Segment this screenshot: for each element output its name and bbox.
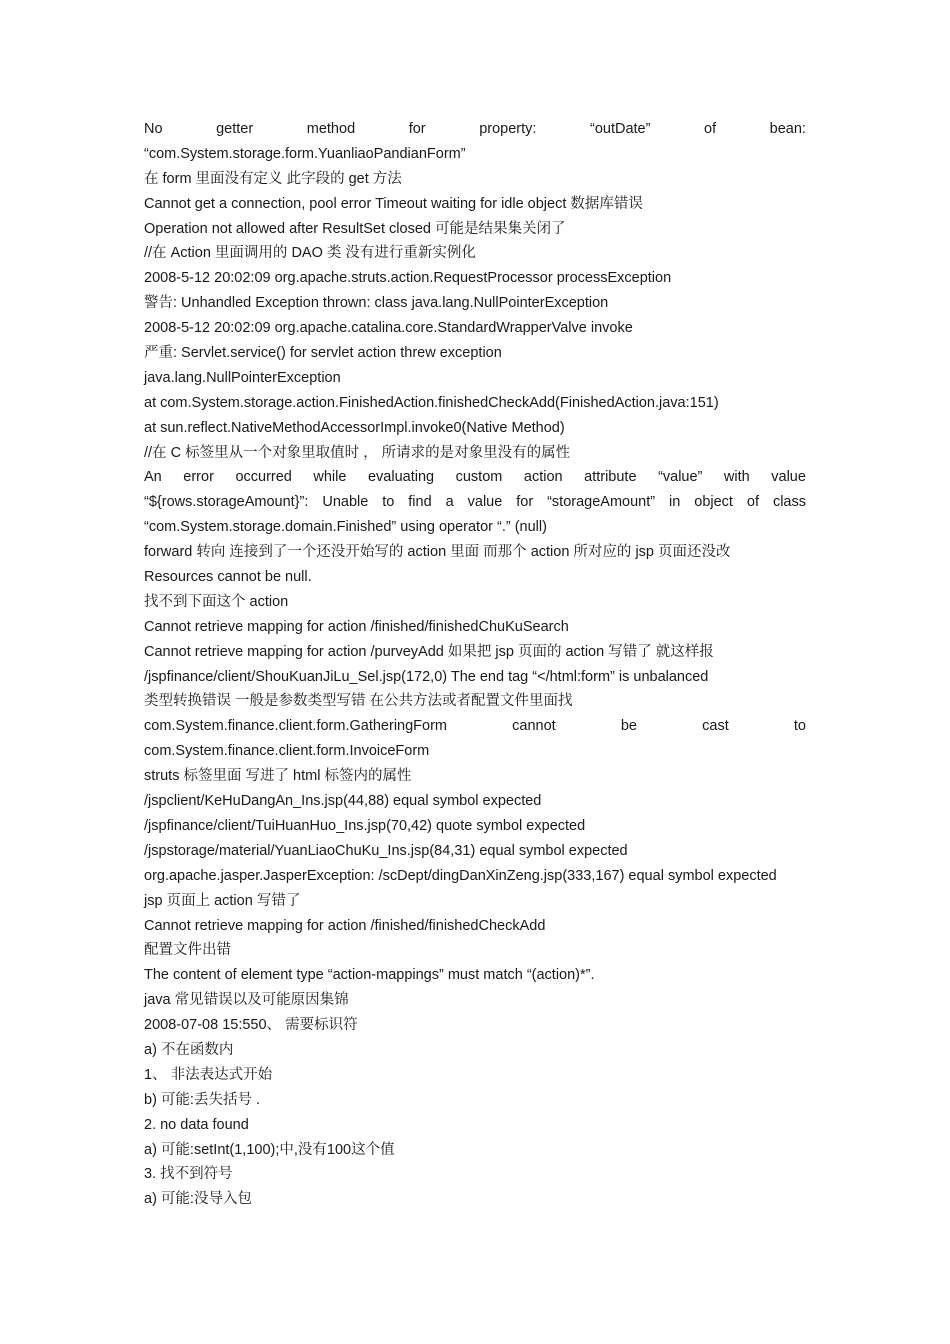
word: cast	[702, 718, 729, 735]
text-line: /jspstorage/material/YuanLiaoChuKu_Ins.jsp(84,31) equal symbol expected	[144, 842, 628, 859]
text-line: a) 可能:setInt(1,100);中,没有100这个值	[144, 1141, 395, 1158]
text-line: java 常见错误以及可能原因集锦	[144, 992, 349, 1009]
document-body	[144, 117, 806, 1212]
word: “outDate”	[589, 121, 651, 137]
text-line: com.System.finance.client.form.InvoiceForm	[144, 743, 430, 760]
text-line: java.lang.NullPointerException	[144, 369, 341, 386]
text-line: at sun.reflect.NativeMethodAccessorImpl.invoke0(Native Method)	[144, 419, 565, 436]
text-line: org.apache.jasper.JasperException: /scDept/dingDanXinZeng.jsp(333,167) equal symbol expected	[144, 867, 777, 884]
text-line: 2008-5-12 20:02:09 org.apache.struts.action.RequestProcessor processException	[144, 270, 672, 287]
text-line: The content of element type “action-mappings” must match “(action)*”.	[144, 967, 595, 984]
word: to	[793, 718, 806, 735]
text-line: //在 C 标签里从一个对象里取值时 ， 所请求的是对象里没有的属性	[144, 444, 571, 461]
text-line: 找不到下面这个 action	[144, 593, 289, 610]
text-line: forward 转向 连接到了一个还没开始写的 action 里面 而那个 action 所对应的 jsp 页面还没改	[144, 544, 731, 561]
word: An	[144, 469, 162, 486]
text-line: Cannot retrieve mapping for action /purveyAdd 如果把 jsp 页面的 action 写错了 就这样报	[144, 643, 714, 660]
word: value	[467, 494, 503, 511]
word: evaluating	[367, 469, 435, 486]
text-line: struts 标签里面 写进了 html 标签内的属性	[144, 768, 412, 785]
word: “storageAmount”	[547, 494, 656, 511]
word: value	[771, 469, 806, 486]
text-line: 警告: Unhandled Exception thrown: class java.lang.NullPointerException	[144, 295, 609, 312]
text-line: 类型转换错误 一般是参数类型写错 在公共方法或者配置文件里面找	[144, 693, 573, 710]
word: com.System.finance.client.form.GatheringForm	[144, 718, 447, 735]
word: error	[183, 469, 214, 486]
word: method	[306, 121, 356, 137]
word: in	[669, 494, 681, 511]
text-line: a) 可能:没导入包	[144, 1191, 252, 1208]
text-line: “com.System.storage.form.YuanliaoPandianForm”	[144, 145, 466, 162]
word: of	[704, 121, 717, 137]
text-line: 1、 非法表达式开始	[144, 1066, 273, 1083]
word: No	[144, 121, 163, 137]
word: of	[746, 494, 759, 511]
word: attribute	[584, 469, 637, 486]
text-block-b	[144, 515, 806, 714]
text-line: Cannot retrieve mapping for action /finished/finishedChuKuSearch	[144, 618, 569, 635]
word: action	[523, 469, 563, 486]
word: class	[772, 494, 806, 511]
text-line: Resources cannot be null.	[144, 569, 312, 586]
word: property:	[479, 121, 537, 137]
text-line: b) 可能:丢失括号 .	[144, 1091, 261, 1108]
word: occurred	[235, 469, 292, 486]
justified-line-2	[144, 465, 806, 490]
text-line: /jspfinance/client/TuiHuanHuo_Ins.jsp(70,42) quote symbol expected	[144, 817, 586, 834]
text-line: //在 Action 里面调用的 DAO 类 没有进行重新实例化	[144, 245, 476, 262]
word: Unable	[322, 494, 369, 511]
text-line: 2008-5-12 20:02:09 org.apache.catalina.core.StandardWrapperValve invoke	[144, 320, 633, 337]
text-line: jsp 页面上 action 写错了	[144, 892, 301, 909]
word: a	[445, 494, 454, 511]
text-line: at com.System.storage.action.FinishedAction.finishedCheckAdd(FinishedAction.java:151)	[144, 394, 719, 411]
text-line: Cannot get a connection, pool error Timeout waiting for idle object 数据库错误	[144, 195, 643, 212]
word: custom	[455, 469, 503, 486]
text-line: /jspfinance/client/ShouKuanJiLu_Sel.jsp(172,0) The end tag “</html:form” is unbalanced	[144, 668, 709, 685]
word: while	[313, 469, 347, 486]
text-line: a) 不在函数内	[144, 1041, 234, 1058]
word: getter	[216, 121, 254, 137]
justified-line-4	[144, 714, 806, 739]
text-line: “com.System.storage.domain.Finished” using operator “.” (null)	[144, 519, 547, 536]
text-line: 严重: Servlet.service() for servlet action threw exception	[144, 345, 502, 362]
text-line: 3. 找不到符号	[144, 1166, 233, 1183]
justified-line-1	[144, 117, 806, 142]
justified-line-3	[144, 490, 806, 515]
word: cannot	[512, 718, 556, 735]
text-line: Cannot retrieve mapping for action /finished/finishedCheckAdd	[144, 917, 546, 934]
text-line: 在 form 里面没有定义 此字段的 get 方法	[144, 170, 402, 187]
word: “${rows.storageAmount}”:	[144, 494, 309, 511]
text-line: Operation not allowed after ResultSet closed 可能是结果集关闭了	[144, 220, 566, 237]
text-block-a	[144, 142, 806, 466]
word: object	[694, 494, 733, 511]
word: for	[408, 121, 426, 137]
text-line: 2. no data found	[144, 1116, 249, 1133]
text-line: 2008-07-08 15:550、 需要标识符	[144, 1017, 358, 1034]
word: with	[723, 469, 750, 486]
text-block-c	[144, 739, 806, 1212]
word: be	[620, 718, 637, 735]
word: bean:	[769, 121, 806, 137]
text-line: 配置文件出错	[144, 942, 231, 959]
word: find	[408, 494, 432, 511]
text-line: /jspclient/KeHuDangAn_Ins.jsp(44,88) equal symbol expected	[144, 793, 542, 810]
word: “value”	[658, 469, 703, 486]
word: for	[516, 494, 534, 511]
word: to	[382, 494, 395, 511]
